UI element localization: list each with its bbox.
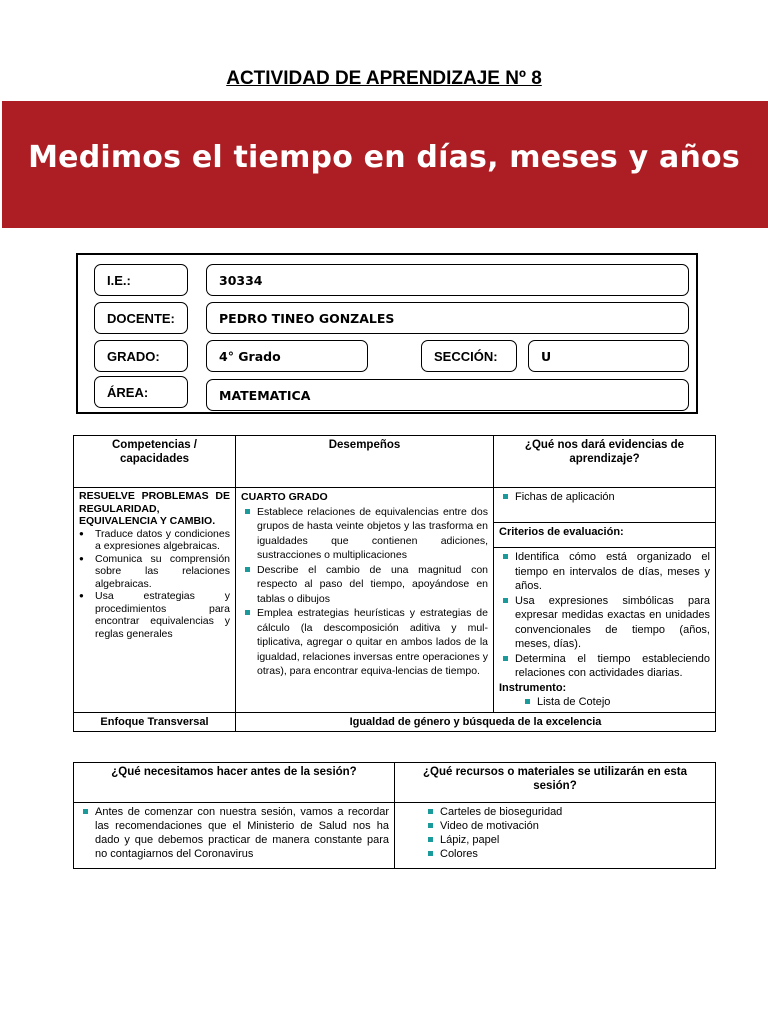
list-item: Emplea estrategias heurísticas y estrategias de cálculo (la descomposición aditiva y mul-tiplicativa, agregar o quitar en ambos lados de la igualdad, relaciones inversas entre operaciones y otras), para encontrar equiva-lencias de tiempo. [241,606,488,679]
banner-heading: Medimos el tiempo en días, meses y años [28,140,740,175]
list-item: ● Traduce datos y condiciones a expresiones algebraicas. [79,528,230,553]
competencia-title: RESUELVE PROBLEMAS DE REGULARIDAD, EQUIVALENCIA Y CAMBIO. [79,490,230,527]
list-item: Establece relaciones de equivalencias entre dos grupos de hasta veinte objetos y las trasforma en igualdades que contienen adiciones, sustracciones o multiplicaciones [241,505,488,563]
area-label: ÁREA: [94,376,188,408]
list-item: Lista de Cotejo [521,695,710,710]
document-title: ACTIVIDAD DE APRENDIZAJE Nº 8 [226,68,542,89]
antes-cell [74,803,395,869]
desempenos-cell [236,488,494,713]
competencias-table [73,435,716,732]
list-item: Carteles de bioseguridad [424,805,710,819]
list-item: Describe el cambio de una magnitud con respecto al paso del tiempo, apoyándose en tablas o dibujos [241,563,488,607]
list-item: Identifica cómo está organizado el tiempo en intervalos de días, meses y años. [499,550,710,594]
header-desempenos: Desempeños [236,436,494,488]
desempenos-title: CUARTO GRADO [241,491,328,503]
criterios-cell [494,548,716,713]
header-competencias: Competencias / capacidades [74,436,236,488]
header-recursos: ¿Qué recursos o materiales se utilizarán en esta sesión? [395,763,716,803]
ie-label: I.E.: [94,264,188,296]
capacidades-list [79,528,230,641]
list-item: Lápiz, papel [424,833,710,847]
list-item: Colores [424,847,710,861]
info-box [76,253,698,414]
instrumento-title: Instrumento: [499,681,567,694]
docente-value: PEDRO TINEO GONZALES [206,302,689,334]
list-item: Fichas de aplicación [499,490,710,504]
list-item: ● Usa estrategias y procedimientos para encontrar equivalencias y reglas generales [79,590,230,640]
list-item: Antes de comenzar con nuestra sesión, vamos a recordar las recomendaciones que el Ministerio de Salud nos ha dado y que debemos practicar de manera constante para no contagiarnos del Coronavirus [79,805,389,861]
enfoque-value: Igualdad de género y búsqueda de la excelencia [236,712,716,731]
header-antes: ¿Qué necesitamos hacer antes de la sesión? [74,763,395,803]
docente-label: DOCENTE: [94,302,188,334]
recursos-cell [395,803,716,869]
seccion-value: U [528,340,689,372]
evidencia-cell [494,488,716,523]
enfoque-label: Enfoque Transversal [74,712,236,731]
competencias-cell [74,488,236,713]
header-evidencias: ¿Qué nos dará evidencias de aprendizaje? [494,436,716,488]
list-item: Usa expresiones simbólicas para expresar medidas exactas en unidades convencionales de tiempo (años, meses, días). [499,594,710,652]
grado-label: GRADO: [94,340,188,372]
sesion-table [73,762,716,869]
list-item: ● Comunica su comprensión sobre las relaciones algebraicas. [79,553,230,591]
criterios-list [499,550,710,681]
criterios-title: Criterios de evaluación: [494,523,716,548]
area-value: MATEMATICA [206,379,689,411]
seccion-label: SECCIÓN: [421,340,517,372]
ie-value: 30334 [206,264,689,296]
recursos-list [400,805,710,861]
desempenos-list [241,505,488,679]
list-item: Video de motivación [424,819,710,833]
list-item: Determina el tiempo estableciendo relaciones con actividades diarias. [499,652,710,681]
grado-value: 4° Grado [206,340,368,372]
